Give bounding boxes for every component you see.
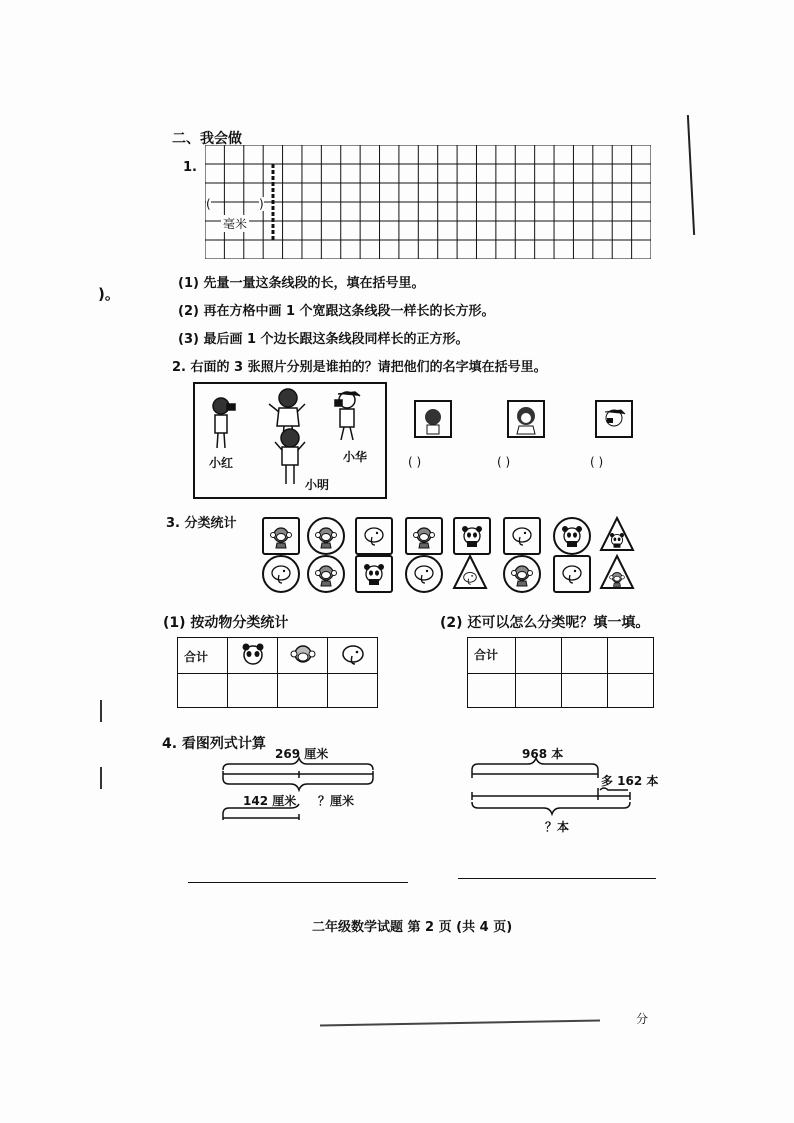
table2-cell[interactable] bbox=[516, 638, 562, 674]
photo-1 bbox=[414, 400, 452, 438]
margin-paren-mark: )。 bbox=[98, 285, 120, 303]
left-segment-diagram bbox=[215, 750, 385, 830]
elephant-icon bbox=[328, 638, 378, 674]
q1-number: 1. bbox=[183, 160, 197, 175]
right-total-label: 968 本 bbox=[522, 747, 564, 761]
table2-cell[interactable] bbox=[608, 638, 654, 674]
table2-cell[interactable] bbox=[608, 674, 654, 708]
circle-monkey-shape bbox=[307, 517, 345, 555]
square-panda-shape bbox=[355, 555, 393, 593]
scan-edge-mark bbox=[100, 700, 102, 722]
answer-blank-1[interactable]: ( ) bbox=[408, 455, 422, 469]
q4-title: 4. 看图列式计算 bbox=[162, 736, 266, 752]
length-blank-close: ) bbox=[259, 197, 264, 211]
section-title: 二、我会做 bbox=[172, 131, 242, 147]
scan-edge-mark bbox=[100, 767, 102, 789]
table1-cell[interactable] bbox=[278, 674, 328, 708]
q2-prompt: 2. 右面的 3 张照片分别是谁拍的？请把他们的名字填在括号里。 bbox=[172, 360, 547, 375]
right-question-label: ？本 bbox=[545, 820, 570, 834]
answer-line-right[interactable] bbox=[458, 878, 656, 879]
table2-cell[interactable] bbox=[468, 674, 516, 708]
table1-cell[interactable] bbox=[328, 674, 378, 708]
table2-cell[interactable] bbox=[516, 674, 562, 708]
triangle-elephant-shape bbox=[453, 555, 487, 589]
q3-part1-title: (1) 按动物分类统计 bbox=[163, 615, 289, 631]
right-more-label: 多 162 本 bbox=[601, 774, 659, 788]
square-elephant-shape bbox=[553, 555, 591, 593]
length-unit: 毫米 bbox=[223, 217, 248, 231]
left-part-label: 142 厘米 bbox=[243, 794, 297, 808]
measuring-grid[interactable] bbox=[205, 145, 651, 259]
photo-2 bbox=[507, 400, 545, 438]
table2-cell[interactable] bbox=[562, 638, 608, 674]
q3-title: 3. 分类统计 bbox=[166, 516, 237, 531]
name-xiaohua: 小华 bbox=[343, 450, 368, 464]
children-scene-box bbox=[193, 382, 387, 499]
triangle-monkey-shape bbox=[600, 555, 634, 589]
left-total-label: 269 厘米 bbox=[275, 747, 329, 761]
margin-score-mark: 分 bbox=[636, 1012, 649, 1026]
q1-sub-3: (3) 最后画 1 个边长跟这条线段同样长的正方形。 bbox=[178, 332, 469, 347]
length-blank-open: ( bbox=[206, 197, 211, 211]
square-elephant-shape bbox=[503, 517, 541, 555]
triangle-panda-shape bbox=[600, 517, 634, 551]
table2-total-label: 合计 bbox=[474, 648, 499, 662]
custom-classification-table bbox=[467, 637, 654, 708]
square-monkey-shape bbox=[405, 517, 443, 555]
table1-cell[interactable] bbox=[228, 674, 278, 708]
name-xiaohong: 小红 bbox=[209, 456, 234, 470]
xiaohong-figure bbox=[213, 398, 235, 448]
panda-icon bbox=[228, 638, 278, 674]
square-panda-shape bbox=[453, 517, 491, 555]
square-monkey-shape bbox=[262, 517, 300, 555]
answer-blank-3[interactable]: ( ) bbox=[590, 455, 604, 469]
answer-blank-2[interactable]: ( ) bbox=[497, 455, 511, 469]
monkey-icon bbox=[278, 638, 328, 674]
scan-edge-mark bbox=[687, 115, 695, 235]
circle-elephant-shape bbox=[405, 555, 443, 593]
circle-elephant-shape bbox=[262, 555, 300, 593]
name-xiaoming: 小明 bbox=[305, 478, 330, 492]
animal-count-table bbox=[177, 637, 378, 708]
table1-cell[interactable] bbox=[178, 674, 228, 708]
circle-monkey-shape bbox=[503, 555, 541, 593]
photo-3 bbox=[595, 400, 633, 438]
table1-total-label: 合计 bbox=[184, 650, 209, 664]
xiaohua-figure bbox=[335, 392, 360, 440]
q1-sub-1: (1) 先量一量这条线段的长，填在括号里。 bbox=[178, 276, 425, 291]
page-footer: 二年级数学试题 第 2 页 (共 4 页) bbox=[312, 920, 513, 935]
left-question-label: ？厘米 bbox=[318, 794, 355, 808]
table2-cell[interactable] bbox=[562, 674, 608, 708]
circle-panda-shape bbox=[553, 517, 591, 555]
q1-sub-2: (2) 再在方格中画 1 个宽跟这条线段一样长的长方形。 bbox=[178, 304, 495, 319]
xiaoming-figure bbox=[275, 429, 305, 484]
grid-lines bbox=[205, 145, 651, 259]
square-elephant-shape bbox=[355, 517, 393, 555]
q3-part2-title: (2) 还可以怎么分类呢？填一填。 bbox=[440, 615, 650, 631]
circle-monkey-shape bbox=[307, 555, 345, 593]
scan-bottom-mark bbox=[320, 1020, 600, 1027]
answer-line-left[interactable] bbox=[188, 882, 408, 883]
children-illustration bbox=[195, 384, 385, 497]
